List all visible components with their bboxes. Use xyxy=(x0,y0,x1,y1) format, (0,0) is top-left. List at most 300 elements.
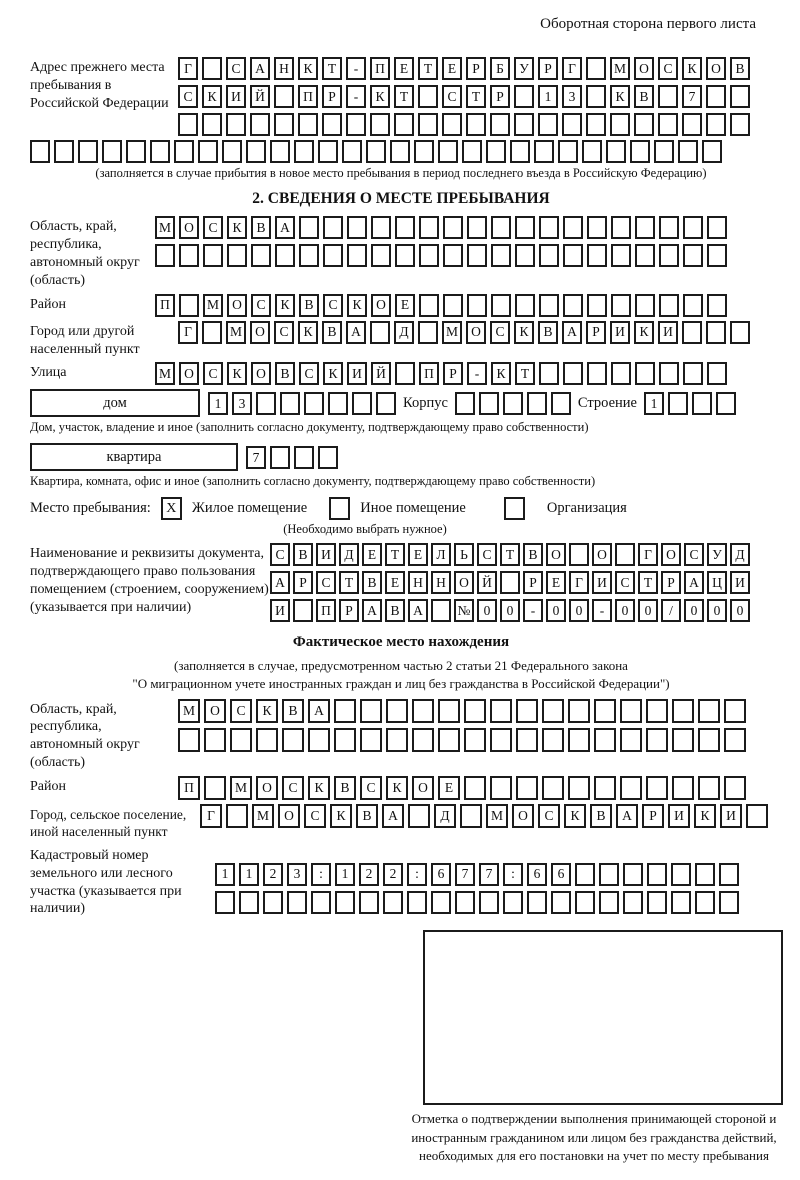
char-box[interactable]: М xyxy=(155,362,175,385)
char-box[interactable] xyxy=(280,392,300,415)
char-box[interactable]: О xyxy=(371,294,391,317)
char-box[interactable]: 1 xyxy=(215,863,235,886)
char-box[interactable] xyxy=(486,140,506,163)
char-box[interactable] xyxy=(270,140,290,163)
char-box[interactable]: А xyxy=(562,321,582,344)
char-box[interactable]: В xyxy=(590,804,612,828)
char-box[interactable]: С xyxy=(282,776,304,800)
char-box[interactable]: И xyxy=(592,571,612,594)
char-box[interactable]: Р xyxy=(293,571,313,594)
char-box[interactable]: К xyxy=(275,294,295,317)
char-box[interactable]: Р xyxy=(466,57,486,80)
char-box[interactable] xyxy=(490,699,512,723)
char-box[interactable]: С xyxy=(203,362,223,385)
char-box[interactable]: - xyxy=(346,85,366,108)
char-box[interactable] xyxy=(78,140,98,163)
char-box[interactable]: Е xyxy=(438,776,460,800)
char-box[interactable] xyxy=(460,804,482,828)
char-box[interactable]: В xyxy=(634,85,654,108)
char-box[interactable] xyxy=(672,728,694,752)
char-box[interactable]: : xyxy=(503,863,523,886)
char-box[interactable] xyxy=(542,699,564,723)
char-box[interactable] xyxy=(491,294,511,317)
char-box[interactable] xyxy=(719,891,739,914)
char-box[interactable] xyxy=(383,891,403,914)
char-box[interactable]: Г xyxy=(178,57,198,80)
char-box[interactable] xyxy=(198,140,218,163)
char-box[interactable] xyxy=(659,244,679,267)
char-box[interactable]: Е xyxy=(362,543,382,566)
char-box[interactable]: Г xyxy=(200,804,222,828)
char-box[interactable] xyxy=(683,244,703,267)
char-box[interactable] xyxy=(204,728,226,752)
char-box[interactable] xyxy=(202,113,222,136)
char-box[interactable] xyxy=(431,891,451,914)
char-box[interactable]: С xyxy=(270,543,290,566)
char-box[interactable]: М xyxy=(226,321,246,344)
char-box[interactable]: В xyxy=(251,216,271,239)
char-box[interactable] xyxy=(646,728,668,752)
char-box[interactable]: О xyxy=(512,804,534,828)
char-box[interactable]: А xyxy=(382,804,404,828)
char-box[interactable]: И xyxy=(226,85,246,108)
char-box[interactable] xyxy=(239,891,259,914)
char-box[interactable] xyxy=(328,392,348,415)
char-box[interactable] xyxy=(539,294,559,317)
char-box[interactable] xyxy=(647,863,667,886)
char-box[interactable] xyxy=(500,571,520,594)
char-box[interactable] xyxy=(294,140,314,163)
char-box[interactable] xyxy=(594,728,616,752)
char-box[interactable]: О xyxy=(634,57,654,80)
char-box[interactable] xyxy=(562,113,582,136)
char-box[interactable]: О xyxy=(227,294,247,317)
char-box[interactable]: О xyxy=(661,543,681,566)
char-box[interactable] xyxy=(386,699,408,723)
char-box[interactable] xyxy=(230,728,252,752)
char-box[interactable] xyxy=(539,216,559,239)
char-box[interactable]: Р xyxy=(661,571,681,594)
char-box[interactable]: А xyxy=(408,599,428,622)
char-box[interactable] xyxy=(274,113,294,136)
char-box[interactable]: 2 xyxy=(263,863,283,886)
char-box[interactable] xyxy=(334,728,356,752)
char-box[interactable]: И xyxy=(720,804,742,828)
char-box[interactable] xyxy=(514,113,534,136)
char-box[interactable] xyxy=(490,728,512,752)
char-box[interactable]: С xyxy=(274,321,294,344)
char-box[interactable]: О xyxy=(250,321,270,344)
char-box[interactable]: О xyxy=(204,699,226,723)
char-box[interactable] xyxy=(515,244,535,267)
char-box[interactable] xyxy=(274,85,294,108)
char-box[interactable]: И xyxy=(658,321,678,344)
char-box[interactable]: 2 xyxy=(383,863,403,886)
char-box[interactable]: М xyxy=(155,216,175,239)
char-box[interactable]: 1 xyxy=(335,863,355,886)
char-box[interactable]: С xyxy=(684,543,704,566)
char-box[interactable]: С xyxy=(299,362,319,385)
char-box[interactable]: В xyxy=(334,776,356,800)
char-box[interactable] xyxy=(30,140,50,163)
char-box[interactable] xyxy=(359,891,379,914)
char-box[interactable] xyxy=(724,699,746,723)
char-box[interactable]: 7 xyxy=(455,863,475,886)
char-box[interactable]: К xyxy=(610,85,630,108)
char-box[interactable]: П xyxy=(370,57,390,80)
char-box[interactable] xyxy=(606,140,626,163)
char-box[interactable]: С xyxy=(226,57,246,80)
char-box[interactable] xyxy=(438,699,460,723)
char-box[interactable] xyxy=(226,804,248,828)
char-box[interactable] xyxy=(646,776,668,800)
char-box[interactable]: Й xyxy=(250,85,270,108)
char-box[interactable] xyxy=(635,216,655,239)
char-box[interactable] xyxy=(311,891,331,914)
char-box[interactable] xyxy=(455,392,475,415)
char-box[interactable]: И xyxy=(610,321,630,344)
char-box[interactable] xyxy=(418,321,438,344)
char-box[interactable] xyxy=(371,216,391,239)
dom-type-box[interactable] xyxy=(30,389,200,417)
char-box[interactable] xyxy=(256,392,276,415)
char-box[interactable] xyxy=(516,776,538,800)
char-box[interactable] xyxy=(558,140,578,163)
char-box[interactable] xyxy=(515,216,535,239)
char-box[interactable]: 0 xyxy=(615,599,635,622)
char-box[interactable] xyxy=(730,321,750,344)
char-box[interactable] xyxy=(539,244,559,267)
char-box[interactable] xyxy=(630,140,650,163)
char-box[interactable] xyxy=(569,543,589,566)
char-box[interactable] xyxy=(611,216,631,239)
char-box[interactable]: 7 xyxy=(682,85,702,108)
char-box[interactable]: 0 xyxy=(707,599,727,622)
char-box[interactable] xyxy=(335,891,355,914)
char-box[interactable] xyxy=(623,891,643,914)
char-box[interactable]: А xyxy=(270,571,290,594)
char-box[interactable]: Д xyxy=(730,543,750,566)
checkbox-inoe[interactable] xyxy=(329,497,350,520)
char-box[interactable] xyxy=(610,113,630,136)
char-box[interactable] xyxy=(202,321,222,344)
char-box[interactable]: Ц xyxy=(707,571,727,594)
char-box[interactable] xyxy=(620,728,642,752)
char-box[interactable]: П xyxy=(316,599,336,622)
char-box[interactable]: Т xyxy=(339,571,359,594)
char-box[interactable]: 2 xyxy=(359,863,379,886)
char-box[interactable]: К xyxy=(682,57,702,80)
char-box[interactable] xyxy=(466,113,486,136)
char-box[interactable] xyxy=(538,113,558,136)
char-box[interactable] xyxy=(659,216,679,239)
char-box[interactable] xyxy=(491,216,511,239)
char-box[interactable]: 6 xyxy=(527,863,547,886)
char-box[interactable] xyxy=(695,863,715,886)
char-box[interactable]: К xyxy=(514,321,534,344)
char-box[interactable] xyxy=(408,804,430,828)
char-box[interactable] xyxy=(568,776,590,800)
char-box[interactable] xyxy=(294,446,314,469)
char-box[interactable]: 6 xyxy=(551,863,571,886)
char-box[interactable] xyxy=(635,294,655,317)
char-box[interactable] xyxy=(515,294,535,317)
char-box[interactable]: Е xyxy=(408,543,428,566)
char-box[interactable] xyxy=(586,57,606,80)
char-box[interactable]: 7 xyxy=(246,446,266,469)
char-box[interactable] xyxy=(464,699,486,723)
char-box[interactable]: И xyxy=(347,362,367,385)
char-box[interactable] xyxy=(587,294,607,317)
char-box[interactable] xyxy=(516,699,538,723)
char-box[interactable]: О xyxy=(256,776,278,800)
char-box[interactable] xyxy=(455,891,475,914)
char-box[interactable]: Т xyxy=(418,57,438,80)
char-box[interactable] xyxy=(563,216,583,239)
char-box[interactable]: 7 xyxy=(479,863,499,886)
char-box[interactable]: К xyxy=(227,216,247,239)
char-box[interactable] xyxy=(587,216,607,239)
char-box[interactable]: № xyxy=(454,599,474,622)
char-box[interactable] xyxy=(568,728,590,752)
char-box[interactable] xyxy=(563,362,583,385)
char-box[interactable]: Р xyxy=(322,85,342,108)
char-box[interactable] xyxy=(672,699,694,723)
char-box[interactable] xyxy=(308,728,330,752)
char-box[interactable] xyxy=(647,891,667,914)
char-box[interactable] xyxy=(250,113,270,136)
char-box[interactable] xyxy=(179,294,199,317)
char-box[interactable] xyxy=(102,140,122,163)
char-box[interactable]: Р xyxy=(642,804,664,828)
char-box[interactable] xyxy=(707,362,727,385)
char-box[interactable]: Д xyxy=(339,543,359,566)
char-box[interactable] xyxy=(347,216,367,239)
char-box[interactable]: Б xyxy=(490,57,510,80)
char-box[interactable] xyxy=(346,113,366,136)
char-box[interactable] xyxy=(263,891,283,914)
char-box[interactable]: Е xyxy=(442,57,462,80)
char-box[interactable] xyxy=(724,776,746,800)
char-box[interactable] xyxy=(442,113,462,136)
char-box[interactable] xyxy=(716,392,736,415)
char-box[interactable] xyxy=(395,244,415,267)
char-box[interactable] xyxy=(611,244,631,267)
char-box[interactable] xyxy=(366,140,386,163)
char-box[interactable] xyxy=(611,294,631,317)
char-box[interactable] xyxy=(527,392,547,415)
char-box[interactable]: М xyxy=(252,804,274,828)
char-box[interactable]: С xyxy=(316,571,336,594)
char-box[interactable] xyxy=(395,216,415,239)
char-box[interactable] xyxy=(575,891,595,914)
char-box[interactable] xyxy=(671,863,691,886)
char-box[interactable]: К xyxy=(256,699,278,723)
char-box[interactable]: Р xyxy=(443,362,463,385)
char-box[interactable]: 0 xyxy=(638,599,658,622)
char-box[interactable] xyxy=(527,891,547,914)
char-box[interactable] xyxy=(202,57,222,80)
char-box[interactable]: С xyxy=(251,294,271,317)
char-box[interactable] xyxy=(394,113,414,136)
char-box[interactable]: И xyxy=(668,804,690,828)
char-box[interactable]: О xyxy=(592,543,612,566)
char-box[interactable]: И xyxy=(316,543,336,566)
char-box[interactable]: 0 xyxy=(684,599,704,622)
char-box[interactable] xyxy=(464,728,486,752)
char-box[interactable] xyxy=(251,244,271,267)
char-box[interactable] xyxy=(412,699,434,723)
char-box[interactable]: Д xyxy=(434,804,456,828)
char-box[interactable] xyxy=(467,216,487,239)
char-box[interactable]: Т xyxy=(322,57,342,80)
char-box[interactable] xyxy=(386,728,408,752)
char-box[interactable] xyxy=(692,392,712,415)
char-box[interactable] xyxy=(582,140,602,163)
char-box[interactable]: Е xyxy=(394,57,414,80)
char-box[interactable]: И xyxy=(270,599,290,622)
char-box[interactable] xyxy=(594,776,616,800)
char-box[interactable] xyxy=(54,140,74,163)
char-box[interactable] xyxy=(299,244,319,267)
char-box[interactable]: С xyxy=(615,571,635,594)
char-box[interactable]: У xyxy=(707,543,727,566)
char-box[interactable]: Т xyxy=(385,543,405,566)
char-box[interactable]: Е xyxy=(385,571,405,594)
char-box[interactable]: П xyxy=(419,362,439,385)
char-box[interactable]: Н xyxy=(274,57,294,80)
char-box[interactable] xyxy=(155,244,175,267)
char-box[interactable] xyxy=(551,392,571,415)
char-box[interactable]: Т xyxy=(515,362,535,385)
char-box[interactable] xyxy=(698,776,720,800)
char-box[interactable] xyxy=(668,392,688,415)
char-box[interactable]: А xyxy=(684,571,704,594)
char-box[interactable] xyxy=(611,362,631,385)
char-box[interactable]: К xyxy=(202,85,222,108)
char-box[interactable] xyxy=(587,244,607,267)
char-box[interactable] xyxy=(347,244,367,267)
char-box[interactable]: 0 xyxy=(546,599,566,622)
char-box[interactable]: Й xyxy=(477,571,497,594)
char-box[interactable] xyxy=(395,362,415,385)
char-box[interactable] xyxy=(683,216,703,239)
char-box[interactable] xyxy=(671,891,691,914)
char-box[interactable]: Р xyxy=(339,599,359,622)
char-box[interactable]: 1 xyxy=(208,392,228,415)
char-box[interactable]: А xyxy=(346,321,366,344)
char-box[interactable] xyxy=(438,140,458,163)
char-box[interactable]: К xyxy=(330,804,352,828)
char-box[interactable] xyxy=(539,362,559,385)
char-box[interactable] xyxy=(658,85,678,108)
char-box[interactable] xyxy=(534,140,554,163)
char-box[interactable] xyxy=(293,599,313,622)
char-box[interactable]: П xyxy=(298,85,318,108)
char-box[interactable] xyxy=(698,728,720,752)
char-box[interactable] xyxy=(707,294,727,317)
char-box[interactable]: П xyxy=(155,294,175,317)
char-box[interactable]: : xyxy=(407,863,427,886)
char-box[interactable] xyxy=(575,863,595,886)
char-box[interactable] xyxy=(414,140,434,163)
char-box[interactable]: А xyxy=(616,804,638,828)
char-box[interactable] xyxy=(707,216,727,239)
char-box[interactable] xyxy=(204,776,226,800)
char-box[interactable] xyxy=(672,776,694,800)
char-box[interactable]: Р xyxy=(490,85,510,108)
char-box[interactable]: В xyxy=(538,321,558,344)
char-box[interactable] xyxy=(706,85,726,108)
char-box[interactable] xyxy=(226,113,246,136)
char-box[interactable] xyxy=(215,891,235,914)
char-box[interactable]: Р xyxy=(523,571,543,594)
char-box[interactable] xyxy=(659,362,679,385)
char-box[interactable]: К xyxy=(370,85,390,108)
char-box[interactable] xyxy=(376,392,396,415)
char-box[interactable] xyxy=(299,216,319,239)
char-box[interactable]: И xyxy=(730,571,750,594)
char-box[interactable]: - xyxy=(592,599,612,622)
char-box[interactable]: С xyxy=(360,776,382,800)
char-box[interactable] xyxy=(334,699,356,723)
char-box[interactable] xyxy=(407,891,427,914)
char-box[interactable]: М xyxy=(442,321,462,344)
char-box[interactable] xyxy=(746,804,768,828)
char-box[interactable]: Н xyxy=(431,571,451,594)
char-box[interactable]: Г xyxy=(638,543,658,566)
char-box[interactable] xyxy=(370,113,390,136)
char-box[interactable] xyxy=(178,113,198,136)
char-box[interactable] xyxy=(702,140,722,163)
char-box[interactable]: 3 xyxy=(562,85,582,108)
char-box[interactable]: 0 xyxy=(569,599,589,622)
char-box[interactable] xyxy=(464,776,486,800)
char-box[interactable] xyxy=(360,699,382,723)
char-box[interactable] xyxy=(682,113,702,136)
char-box[interactable]: В xyxy=(356,804,378,828)
char-box[interactable] xyxy=(462,140,482,163)
char-box[interactable]: 1 xyxy=(239,863,259,886)
char-box[interactable]: Р xyxy=(538,57,558,80)
char-box[interactable] xyxy=(323,216,343,239)
char-box[interactable]: 6 xyxy=(431,863,451,886)
char-box[interactable] xyxy=(623,863,643,886)
char-box[interactable] xyxy=(730,85,750,108)
char-box[interactable]: А xyxy=(308,699,330,723)
char-box[interactable] xyxy=(503,392,523,415)
char-box[interactable]: М xyxy=(610,57,630,80)
char-box[interactable] xyxy=(586,113,606,136)
char-box[interactable] xyxy=(698,699,720,723)
char-box[interactable]: Г xyxy=(178,321,198,344)
char-box[interactable]: Т xyxy=(500,543,520,566)
char-box[interactable] xyxy=(371,244,391,267)
char-box[interactable]: С xyxy=(203,216,223,239)
char-box[interactable] xyxy=(516,728,538,752)
char-box[interactable] xyxy=(270,446,290,469)
char-box[interactable] xyxy=(370,321,390,344)
char-box[interactable]: М xyxy=(203,294,223,317)
char-box[interactable] xyxy=(587,362,607,385)
char-box[interactable] xyxy=(467,294,487,317)
char-box[interactable]: К xyxy=(491,362,511,385)
char-box[interactable] xyxy=(443,294,463,317)
char-box[interactable]: К xyxy=(298,321,318,344)
char-box[interactable] xyxy=(174,140,194,163)
char-box[interactable] xyxy=(683,294,703,317)
char-box[interactable] xyxy=(318,140,338,163)
